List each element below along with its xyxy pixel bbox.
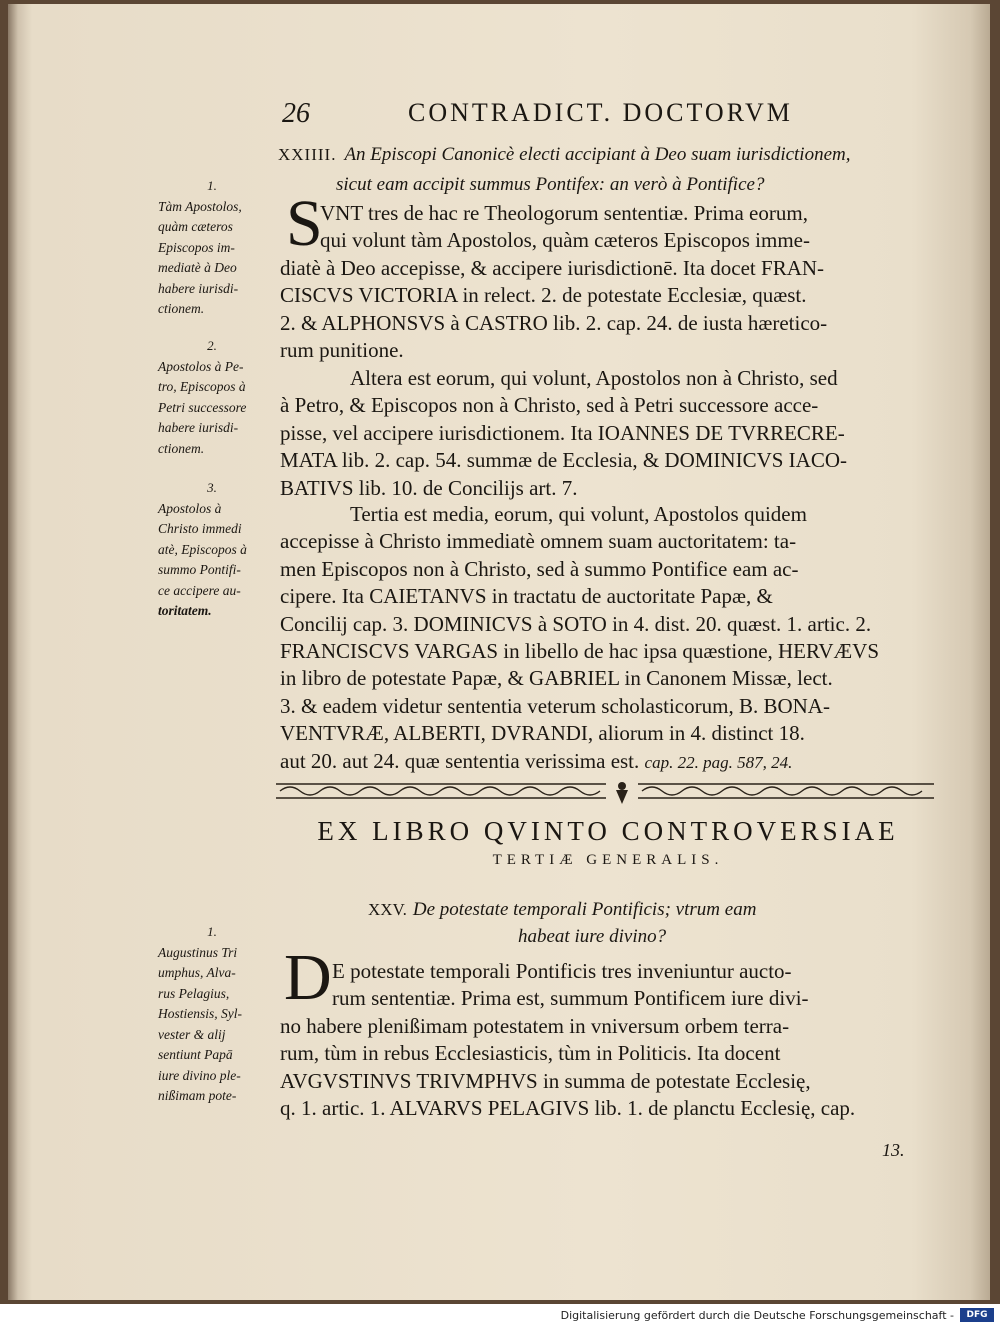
margin-note-line: umphus, Alva-	[158, 965, 236, 980]
page-number: 26	[282, 98, 310, 129]
page-content	[8, 4, 990, 1300]
text-line: in libro de potestate Papæ, & GABRIEL in Canonem Missæ, lect.	[280, 666, 833, 691]
margin-note-line: ce accipere au-	[158, 582, 241, 598]
margin-note-line: rus Pelagius,	[158, 985, 230, 1001]
question-line-1: De potestate temporali Pontificis; vtrum eam	[412, 899, 757, 920]
text-line: Tertia est media, eorum, qui volunt, Apostolos quidem	[350, 502, 807, 526]
margin-note-line: sentiunt Papā	[158, 1047, 233, 1062]
text-line: FRANCISCVS VARGAS in libello de hac ipsa quæstione, HERVÆVS	[280, 639, 880, 664]
margin-note-line: iure divino ple-	[158, 1067, 241, 1083]
catchword: 13.	[882, 1140, 905, 1160]
text-line: men Episcopos non à Christo, sed à summo Pontifice eam ac-	[280, 556, 799, 581]
question-number: XXIIII.	[278, 145, 337, 164]
question-25-heading	[368, 896, 888, 950]
margin-note-line: vester & alij	[158, 1026, 226, 1042]
margin-note-4	[158, 922, 284, 1107]
paragraph-2	[280, 365, 940, 502]
text-line: CISCVS VICTORIA in relect. 2. de potestate Ecclesiæ, quæst.	[280, 283, 807, 308]
section-subtitle: TERTIÆ GENERALIS.	[492, 852, 724, 868]
margin-note-line: habere iurisdi-	[158, 280, 239, 296]
margin-note-number: 3.	[207, 480, 217, 495]
text-line: MATA lib. 2. cap. 54. summæ de Ecclesia, & DOMINICVS IACO-	[280, 448, 848, 473]
margin-note-number: 2.	[207, 338, 217, 353]
margin-note-line: Apostolos à Pe-	[158, 358, 244, 374]
text-line: cipere. Ita CAIETANVS in tractatu de auctoritate Papæ, &	[280, 584, 773, 609]
funding-notice: Digitalisierung gefördert durch die Deutsche Forschungsgemeinschaft -	[560, 1309, 954, 1322]
margin-note-line: toritatem.	[158, 603, 212, 618]
margin-note-line: Tàm Apostolos,	[158, 198, 242, 214]
text-line: Concilij cap. 3. DOMINICVS à SOTO in 4. dist. 20. quæst. 1. artic. 2.	[280, 611, 872, 636]
running-head	[8, 98, 990, 138]
question-line-2: habeat iure divino?	[518, 926, 667, 947]
margin-note-1	[158, 176, 284, 320]
text-line: rum punitione.	[280, 338, 404, 363]
text-line: q. 1. artic. 1. ALVARVS PELAGIVS lib. 1. de planctu Ecclesię, cap.	[280, 1096, 856, 1121]
text-line: 2. & ALPHONSVS à CASTRO lib. 2. cap. 24. de iusta hæretico-	[280, 310, 828, 335]
text-line: VNT tres de hac re Theologorum sententiæ. Prima eorum,	[320, 201, 808, 225]
margin-note-line: Petri successore	[158, 399, 247, 415]
page-reference: cap. 22. pag. 587, 24.	[644, 752, 793, 772]
section-title: EX LIBRO QVINTO CONTROVERSIAE	[317, 816, 899, 846]
text-line: accepisse à Christo immediatè omnem suam auctoritatem: ta-	[280, 529, 797, 554]
margin-note-number: 1.	[207, 924, 217, 939]
margin-note-line: Christo immedi	[158, 521, 242, 536]
text-line	[280, 748, 940, 776]
margin-note-line: summo Pontifi-	[158, 562, 241, 577]
margin-note-3	[158, 478, 284, 622]
margin-note-line: tro, Episcopos à	[158, 379, 246, 394]
text-line: E potestate temporali Pontificis tres inveniuntur aucto-	[332, 959, 792, 983]
paragraph-3	[280, 501, 940, 776]
text-line: AVGVSTINVS TRIVMPHVS in summa de potestate Ecclesię,	[280, 1068, 811, 1093]
margin-note-line: habere iurisdi-	[158, 420, 239, 435]
margin-note-line: Augustinus Tri	[158, 944, 238, 960]
footer	[0, 1304, 1000, 1326]
paragraph-4	[280, 958, 940, 1122]
text-line: rum, tùm in rebus Ecclesiasticis, tùm in Politicis. Ita docent	[280, 1041, 781, 1066]
margin-note-line: ctionem.	[158, 301, 205, 316]
margin-note-line: ctionem.	[158, 440, 205, 456]
drop-cap-d: D	[284, 941, 332, 1014]
text-line: VENTVRÆ, ALBERTI, DVRANDI, aliorum in 4. distinct 18.	[280, 721, 805, 746]
paragraph-1	[280, 200, 940, 364]
question-line-2: sicut eam accipit summus Pontifex: an verò à Pontifice?	[336, 174, 765, 195]
book-page	[8, 4, 990, 1300]
text-line: rum sententiæ. Prima est, summum Pontificem iure divi-	[332, 986, 809, 1011]
text-line: no habere plenißimam potestatem in vniversum orbem terra-	[280, 1013, 790, 1038]
margin-note-line: Episcopos im-	[158, 239, 235, 255]
margin-note-line: atè, Episcopos à	[158, 541, 247, 557]
question-24-heading	[278, 140, 958, 200]
running-title: CONTRADICT. DOCTORVM	[408, 98, 793, 127]
margin-note-line: Hostiensis, Syl-	[158, 1006, 242, 1021]
question-number: XXV.	[368, 900, 407, 919]
text-line: qui volunt tàm Apostolos, quàm cæteros Episcopos imme-	[320, 228, 810, 253]
text-line: à Petro, & Episcopos non à Christo, sed à Petri successore acce-	[280, 393, 819, 418]
text-line-content: aut 20. aut 24. quæ sententia verissima est.	[280, 748, 640, 773]
text-line: Altera est eorum, qui volunt, Apostolos non à Christo, sed	[350, 366, 838, 390]
margin-note-line: Apostolos à	[158, 500, 222, 516]
dfg-logo-icon: DFG	[960, 1308, 994, 1322]
ornamental-border	[276, 776, 934, 806]
text-line: BATIVS lib. 10. de Concilijs art. 7.	[280, 475, 578, 500]
margin-note-2	[158, 336, 284, 459]
text-line: diatè à Deo accepisse, & accipere iurisdictionē. Ita docet FRAN-	[280, 255, 825, 280]
text-line: 3. & eadem videtur sententia veterum scholasticorum, B. BONA-	[280, 693, 830, 718]
margin-note-number: 1.	[207, 178, 217, 193]
margin-note-line: mediatè à Deo	[158, 260, 237, 275]
margin-note-line: nißimam pote-	[158, 1088, 237, 1103]
margin-note-line: quàm cæteros	[158, 219, 233, 234]
text-line: pisse, vel accipere iurisdictionem. Ita IOANNES DE TVRRECRE-	[280, 420, 845, 445]
question-line-1: An Episcopi Canonicè electi accipiant à Deo suam iurisdictionem,	[344, 144, 851, 165]
drop-cap-s: S	[286, 187, 323, 260]
